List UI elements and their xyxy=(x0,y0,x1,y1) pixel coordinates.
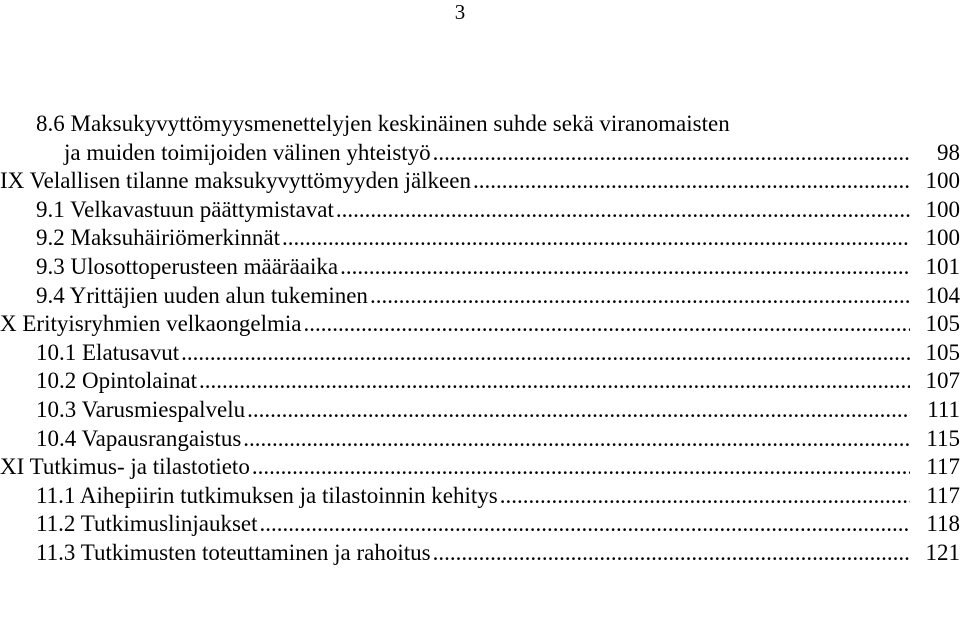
toc-entry-title: IX Velallisen tilanne maksukyvyttömyyden jälkeen xyxy=(0,168,471,194)
toc-entry-page: 118 xyxy=(926,511,960,537)
toc-leader-dots xyxy=(370,282,910,311)
toc-leader-dots xyxy=(433,539,910,568)
toc-section-11-2[interactable] xyxy=(0,510,960,539)
toc-leader-dots xyxy=(500,482,910,511)
toc-entry-title: 10.3 Varusmiespalvelu xyxy=(36,396,246,422)
toc-section-9-3[interactable] xyxy=(0,253,960,282)
toc-entry-page: 107 xyxy=(925,368,960,394)
toc-section-9-1[interactable] xyxy=(0,196,960,225)
toc-entry-title: 10.2 Opintolainat xyxy=(36,368,197,394)
toc-section-9-2[interactable] xyxy=(0,224,960,253)
toc-section-10-3[interactable] xyxy=(0,396,960,425)
toc-leader-dots xyxy=(247,396,910,425)
toc-heading-8-6-continued[interactable] xyxy=(0,139,960,168)
toc-section-10-4[interactable] xyxy=(0,425,960,454)
toc-entry-page: 100 xyxy=(925,196,960,222)
toc-entry-title: 9.2 Maksuhäiriömerkinnät xyxy=(36,225,281,251)
toc-entry-page: 121 xyxy=(925,539,960,565)
toc-entry-page: 104 xyxy=(925,282,960,308)
toc-entry-title: 9.1 Velkavastuun päättymistavat xyxy=(36,196,334,222)
toc-leader-dots xyxy=(252,453,910,482)
toc-entry-title: X Erityisryhmien velkaongelmia xyxy=(0,311,302,337)
toc-leader-dots xyxy=(303,310,910,339)
toc-chapter-xi[interactable] xyxy=(0,453,960,482)
toc-leader-dots xyxy=(243,425,910,454)
toc-leader-dots xyxy=(260,510,910,539)
toc-entry-page: 117 xyxy=(926,482,960,508)
toc-heading-title: 8.6 Maksukyvyttömyysmenettelyjen keskinäinen suhde sekä viranomaisten xyxy=(36,111,730,136)
page-number: 3 xyxy=(454,0,466,24)
toc-leader-dots xyxy=(181,339,910,368)
toc-entry-page: 105 xyxy=(925,339,960,365)
toc-entry-title: XI Tutkimus- ja tilastotieto xyxy=(0,454,250,480)
toc-leader-dots xyxy=(336,196,910,225)
toc-section-11-1[interactable] xyxy=(0,482,960,511)
toc-entry-page: 101 xyxy=(925,253,960,279)
toc-leader-dots xyxy=(282,224,910,253)
toc-entry-page: 98 xyxy=(937,139,960,165)
toc-section-10-2[interactable] xyxy=(0,367,960,396)
toc-leader-dots xyxy=(433,139,910,168)
toc-entry-page: 115 xyxy=(926,425,960,451)
toc-entry-page: 105 xyxy=(925,311,960,337)
toc-entry-title: 9.3 Ulosottoperusteen määräaika xyxy=(36,253,339,279)
toc-entry-title: 10.1 Elatusavut xyxy=(36,339,180,365)
toc-entry-title: 11.3 Tutkimusten toteuttaminen ja rahoitus xyxy=(36,539,431,565)
toc-entry-page: 111 xyxy=(927,396,960,422)
toc-entry-title: 11.1 Aihepiirin tutkimuksen ja tilastoinnin kehitys xyxy=(36,482,498,508)
table-of-contents xyxy=(0,110,960,568)
toc-chapter-x[interactable] xyxy=(0,310,960,339)
toc-entry-title: ja muiden toimijoiden välinen yhteistyö xyxy=(64,139,431,165)
toc-entry-page: 100 xyxy=(925,168,960,194)
toc-entry-title: 11.2 Tutkimuslinjaukset xyxy=(36,511,258,537)
toc-leader-dots xyxy=(473,167,910,196)
toc-entry-title: 9.4 Yrittäjien uuden alun tukeminen xyxy=(36,282,368,308)
toc-section-9-4[interactable] xyxy=(0,282,960,311)
toc-entry-page: 117 xyxy=(926,454,960,480)
toc-leader-dots xyxy=(340,253,910,282)
toc-heading-8-6 xyxy=(0,110,960,139)
toc-chapter-ix[interactable] xyxy=(0,167,960,196)
toc-entry-title: 10.4 Vapausrangaistus xyxy=(36,425,242,451)
toc-section-10-1[interactable] xyxy=(0,339,960,368)
toc-entry-page: 100 xyxy=(925,225,960,251)
toc-leader-dots xyxy=(199,367,910,396)
toc-section-11-3[interactable] xyxy=(0,539,960,568)
